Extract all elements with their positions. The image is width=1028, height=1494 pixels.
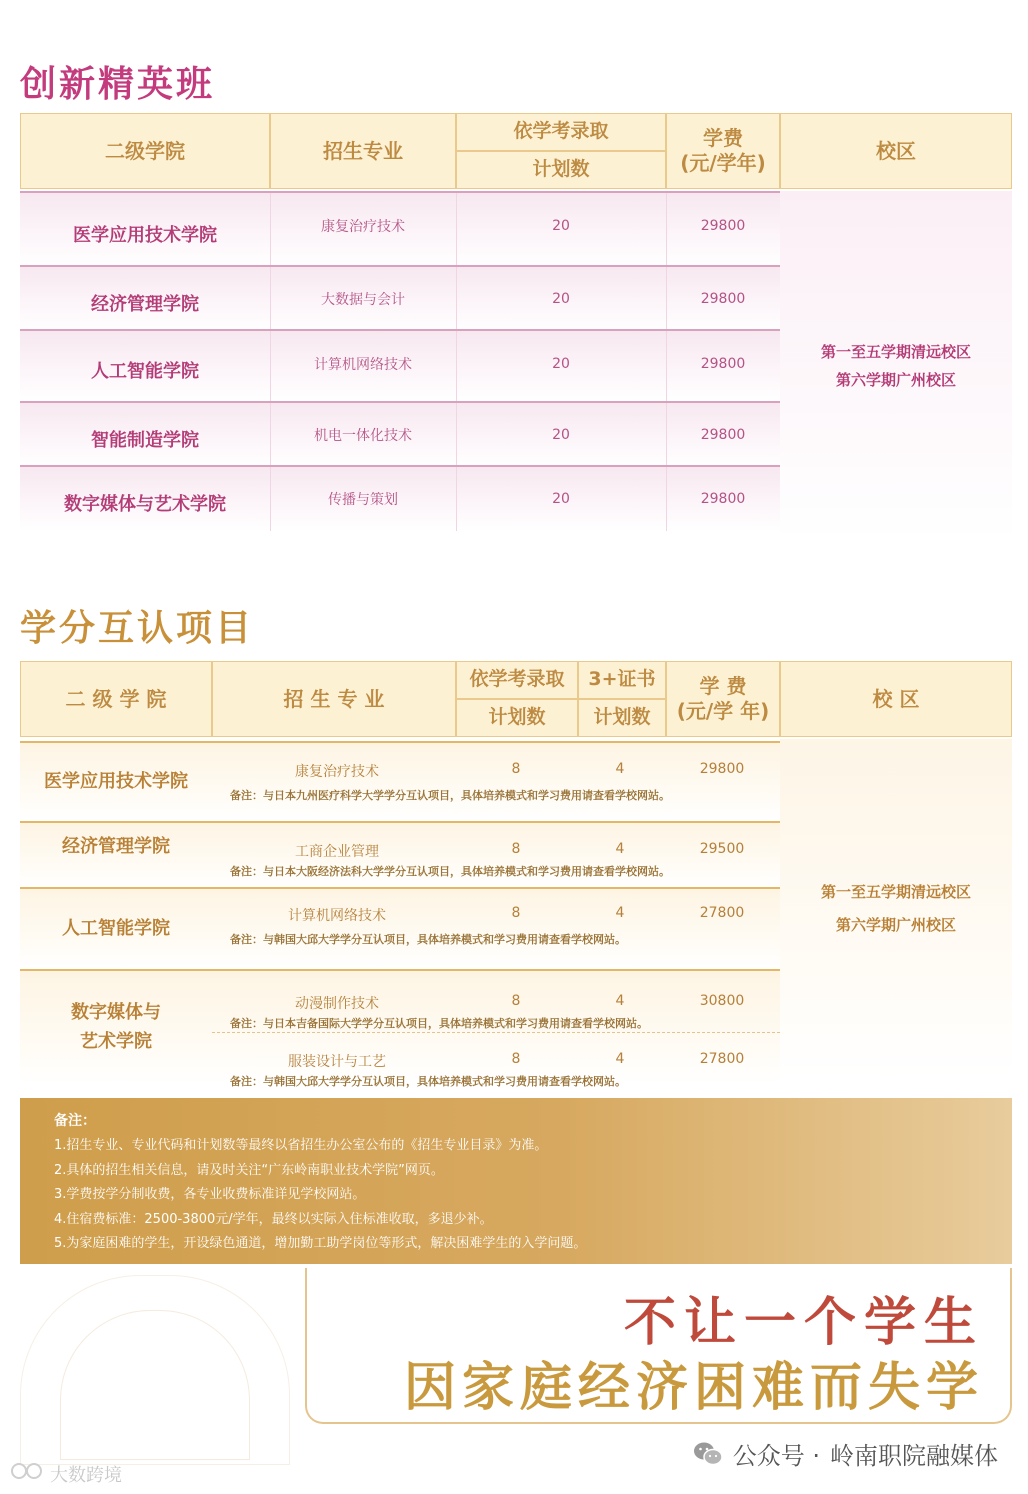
table-row — [20, 969, 780, 1088]
program-note: 备注：与日本吉备国际大学学分互认项目，具体培养模式和学习费用请查看学校网站。 — [230, 1017, 648, 1030]
major-cell: 服装设计与工艺 — [288, 1054, 386, 1070]
major-cell: 传播与策划 — [328, 492, 398, 508]
fee-cell: 29800 — [700, 291, 746, 307]
major-cell: 大数据与会计 — [321, 292, 405, 308]
header-campus: 校 区 — [780, 661, 1012, 737]
header-cert-top: 3+证书 — [578, 661, 666, 699]
plan-cell: 8 — [511, 761, 521, 777]
remarks-box — [20, 1098, 1012, 1264]
program-note: 备注：与日本大阪经济法科大学学分互认项目，具体培养模式和学习费用请查看学校网站。 — [230, 865, 670, 878]
header-fee-line2: (元/学 年) — [676, 699, 770, 723]
header-fee-line2: (元/学年) — [680, 151, 766, 175]
header-fee-line1: 学 费 — [699, 674, 747, 698]
cert-cell: 4 — [615, 1051, 625, 1067]
plan-cell: 20 — [552, 427, 570, 443]
header-plan-bottom: 计划数 — [456, 151, 666, 189]
cert-cell: 4 — [615, 841, 625, 857]
college-cell — [20, 971, 212, 1085]
header-fee-line1: 学费 — [703, 126, 743, 150]
program-entry — [212, 987, 780, 1037]
program-entry — [212, 1045, 780, 1095]
program-note: 备注：与韩国大邱大学学分互认项目，具体培养模式和学习费用请查看学校网站。 — [230, 933, 626, 946]
fee-cell: 29800 — [700, 491, 746, 507]
header-fee — [666, 661, 780, 737]
remark-item: 4.住宿费标准：2500-3800元/学年，最终以实际入住标准收取，多退少补。 — [54, 1211, 493, 1227]
section-title-credit-program: 学分互认项目 — [20, 608, 255, 649]
fee-cell: 29500 — [699, 841, 745, 857]
college-cell: 智能制造学院 — [91, 430, 199, 451]
header-campus: 校区 — [780, 113, 1012, 189]
slogan-line1: 不让一个学生 — [623, 1292, 984, 1353]
header-college: 二 级 学 院 — [20, 661, 212, 737]
major-cell: 工商企业管理 — [295, 844, 379, 860]
plan-cell: 20 — [552, 218, 570, 234]
cert-cell: 4 — [615, 905, 625, 921]
header-major: 招生专业 — [270, 113, 456, 189]
program-note: 备注：与日本九州医疗科学大学学分互认项目，具体培养模式和学习费用请查看学校网站。 — [230, 789, 670, 802]
major-cell: 康复治疗技术 — [321, 219, 405, 235]
college-cell: 医学应用技术学院 — [44, 770, 188, 792]
table-row — [20, 887, 780, 969]
major-cell: 康复治疗技术 — [295, 764, 379, 780]
section-title-elite-class: 创新精英班 — [20, 64, 216, 105]
header-major: 招 生 专 业 — [212, 661, 456, 737]
college-cell: 人工智能学院 — [62, 917, 170, 939]
fee-cell: 30800 — [699, 993, 745, 1009]
table-row — [20, 401, 780, 467]
table-row — [20, 741, 780, 821]
program-note: 备注：与韩国大邱大学学分互认项目，具体培养模式和学习费用请查看学校网站。 — [230, 1075, 626, 1088]
campus-line2: 第六学期广州校区 — [835, 371, 956, 389]
remark-item: 3.学费按学分制收费，各专业收费标准详见学校网站。 — [54, 1187, 366, 1202]
fee-cell: 27800 — [699, 1051, 745, 1067]
plan-cell: 8 — [511, 1051, 521, 1067]
cert-cell: 4 — [615, 993, 625, 1009]
major-cell: 计算机网络技术 — [314, 357, 412, 373]
watermark — [10, 1460, 122, 1487]
table-row — [20, 265, 780, 331]
watermark-text: 大数跨境 — [50, 1464, 122, 1486]
row-divider — [212, 1032, 780, 1033]
college-cell: 医学应用技术学院 — [73, 225, 217, 246]
campus-cell — [780, 739, 1012, 1079]
plan-cell: 8 — [511, 905, 521, 921]
fee-cell: 29800 — [699, 761, 745, 777]
campus-cell — [780, 191, 1012, 541]
major-cell: 计算机网络技术 — [288, 908, 386, 924]
remark-item: 1.招生专业、专业代码和计划数等最终以省招生办公室公布的《招生专业目录》为准。 — [54, 1138, 548, 1153]
plan-cell: 20 — [552, 491, 570, 507]
college-line2: 艺术学院 — [80, 1031, 152, 1052]
campus-line2: 第六学期广州校区 — [835, 916, 956, 934]
footer-prefix: 公众号 · — [732, 1442, 820, 1470]
campus-line1: 第一至五学期清远校区 — [820, 883, 971, 901]
header-fee — [666, 113, 780, 189]
program-entry — [212, 835, 780, 885]
table-row — [20, 329, 780, 401]
fee-cell: 29800 — [700, 427, 746, 443]
plan-cell: 8 — [511, 841, 521, 857]
fee-cell: 29800 — [700, 356, 746, 372]
remark-item: 5.为家庭困难的学生，开设绿色通道，增加勤工助学岗位等形式，解决困难学生的入学问题。 — [54, 1236, 587, 1251]
college-cell: 人工智能学院 — [91, 361, 199, 382]
wechat-icon — [693, 1441, 723, 1467]
fee-cell: 29800 — [700, 218, 746, 234]
header-college: 二级学院 — [20, 113, 270, 189]
header-plan-bottom: 计划数 — [456, 699, 578, 737]
plan-cell: 20 — [552, 291, 570, 307]
table-row — [20, 191, 780, 267]
remarks-title: 备注： — [54, 1113, 96, 1129]
fee-cell: 27800 — [699, 905, 745, 921]
major-cell: 机电一体化技术 — [314, 428, 412, 444]
footer-account-name: 岭南职院融媒体 — [830, 1442, 998, 1470]
slogan-line2: 因家庭经济困难而失学 — [403, 1357, 984, 1418]
remark-item: 2.具体的招生相关信息，请及时关注“广东岭南职业技术学院”网页。 — [54, 1162, 444, 1178]
header-cert-bottom: 计划数 — [578, 699, 666, 737]
table-row — [20, 465, 780, 531]
program-entry — [212, 899, 780, 949]
program-entry — [212, 755, 780, 805]
plan-cell: 20 — [552, 356, 570, 372]
college-cell: 经济管理学院 — [91, 294, 199, 315]
major-cell: 动漫制作技术 — [295, 996, 379, 1012]
table-row — [20, 821, 780, 887]
header-plan-top: 依学考录取 — [456, 661, 578, 699]
wechat-account-footer — [693, 1436, 998, 1471]
plan-cell: 8 — [511, 993, 521, 1009]
header-plan-top: 依学考录取 — [456, 113, 666, 151]
college-cell: 经济管理学院 — [62, 835, 170, 857]
college-line1: 数字媒体与 — [71, 1002, 161, 1024]
watermark-logo-icon — [10, 1460, 44, 1487]
cert-cell: 4 — [615, 761, 625, 777]
college-cell: 数字媒体与艺术学院 — [64, 494, 226, 515]
campus-line1: 第一至五学期清远校区 — [820, 342, 971, 361]
